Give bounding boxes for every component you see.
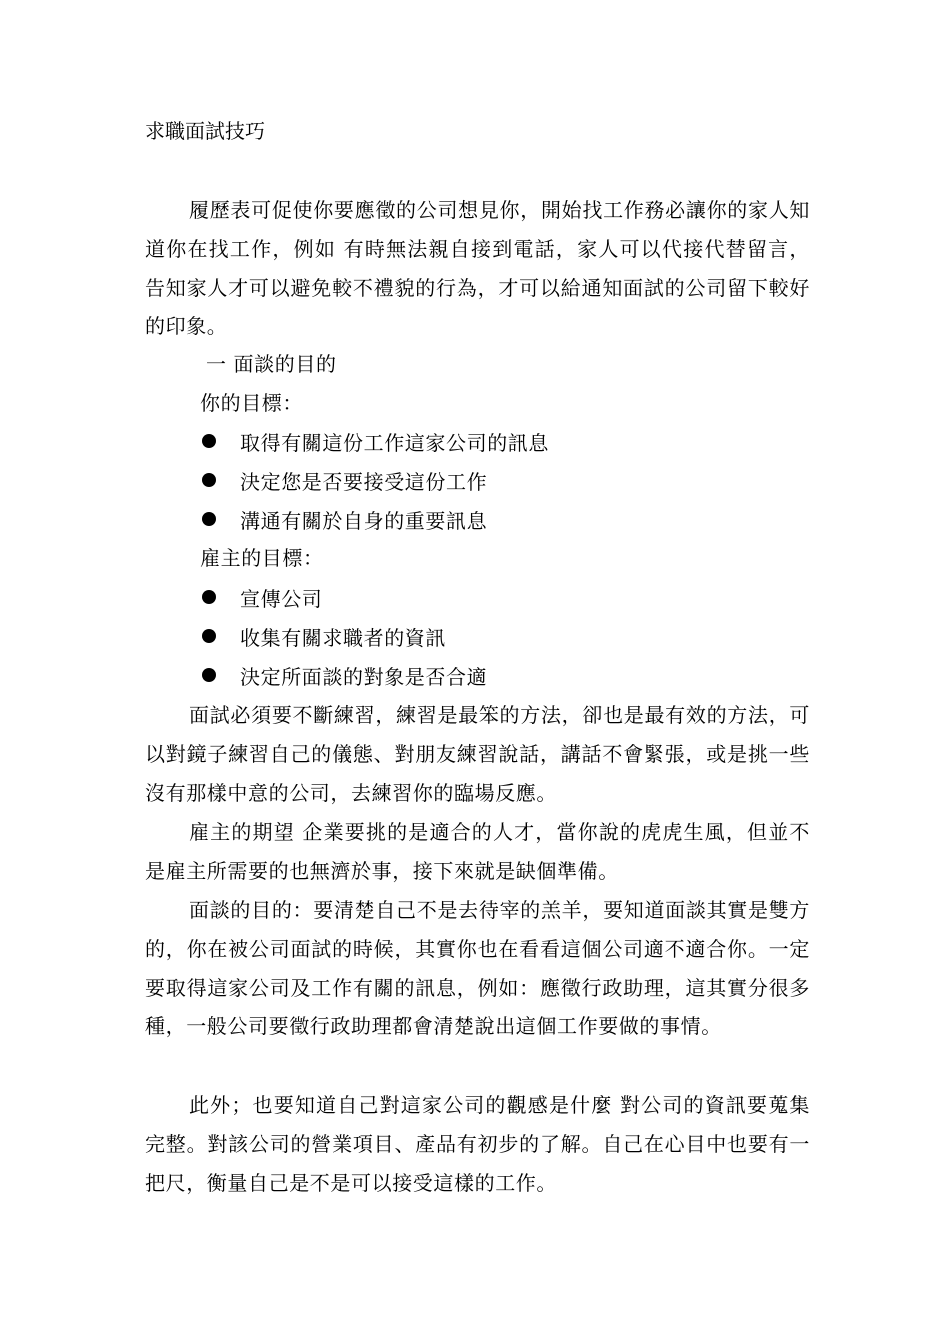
list-item-text: 收集有關求職者的資訊 — [240, 625, 446, 650]
bullet-icon — [202, 668, 216, 682]
list-item-text: 取得有關這份工作這家公司的訊息 — [240, 430, 549, 455]
paragraph-company-research: 此外；也要知道自己對這家公司的觀感是什麼 對公司的資訊要蒐集完整。對該公司的營業項目、產品有初步的了解。自己在心目中也要有一把尺，衡量自己是不是可以接受這樣的工作。 — [145, 1093, 810, 1195]
your-goals-label: 你的目標： — [200, 391, 303, 415]
list-item — [200, 621, 446, 651]
bullet-icon — [202, 512, 216, 526]
list-item — [200, 582, 322, 612]
list-item-text: 宣傳公司 — [240, 586, 323, 611]
paragraph-practice: 面試必須要不斷練習，練習是最笨的方法，卻也是最有效的方法，可以對鏡子練習自己的儀態、對朋友練習說話，講話不會緊張，或是挑一些沒有那樣中意的公司，去練習你的臨場反應。 — [145, 703, 810, 805]
bullet-icon — [202, 590, 216, 604]
list-item — [200, 426, 549, 456]
list-item-text: 決定您是否要接受這份工作 — [240, 469, 488, 494]
bullet-icon — [202, 434, 216, 448]
paragraph-resume: 履歷表可促使你要應徵的公司想見你，開始找工作務必讓你的家人知道你在找工作，例如 有時無法親自接到電話，家人可以代接代替留言，告知家人才可以避免較不禮貌的行為，才可以給通知面試的公司留下較好的印象。 — [145, 198, 810, 339]
list-item-text: 溝通有關於自身的重要訊息 — [240, 508, 488, 533]
list-item — [200, 660, 487, 690]
paragraph-interview-purpose: 面談的目的：要清楚自己不是去待宰的羔羊，要知道面談其實是雙方的，你在被公司面試的時候，其實你也在看看這個公司適不適合你。一定要取得這家公司及工作有關的訊息，例如：應徵行政助理，這其實分很多種，一般公司要徵行政助理都會清楚說出這個工作要做的事情。 — [145, 898, 810, 1039]
bullet-icon — [202, 629, 216, 643]
list-item — [200, 504, 487, 534]
document-title: 求職面試技巧 — [145, 119, 265, 143]
paragraph-employer-expectation: 雇主的期望 企業要挑的是適合的人才，當你說的虎虎生風，但並不是雇主所需要的也無濟於事，接下來就是缺個準備。 — [145, 820, 810, 883]
employer-goals-label: 雇主的目標： — [200, 546, 324, 570]
list-item-text: 決定所面談的對象是否合適 — [240, 664, 488, 689]
list-item — [200, 465, 487, 495]
section-heading: 一 面談的目的 — [206, 352, 337, 376]
bullet-icon — [202, 473, 216, 487]
